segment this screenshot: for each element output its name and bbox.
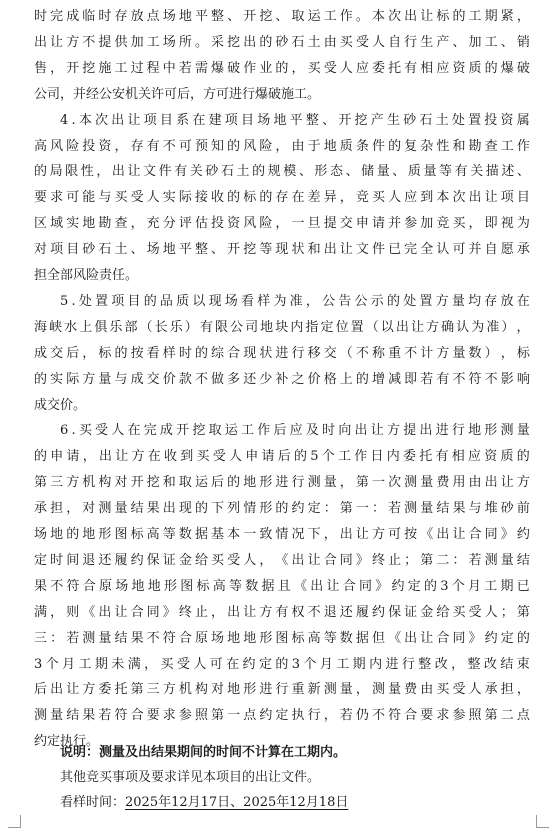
paragraph-line: 高 风 险 投 资 ， 存 有 不 可 预 知 的 风 险 ， 由 于 地 质 条 件 的 复 杂 性 和 勘 查 工 作	[34, 138, 530, 154]
paragraph-line: 定 时 间 退 还 履 约 保 证 金 给 买 受 人 ， 《 出 让 合 同 》 终 止 ； 第 二 ： 若 测 量 结	[34, 552, 530, 568]
paragraph-line: 成 交 后 ， 标 的 按 看 样 时 的 综 合 现 状 进 行 移 交 （ 不 称 重 不 计 方 量 数 ） ， 标	[34, 345, 530, 361]
paragraph-line: 测 量 结 果 若 符 合 要 求 参 照 第 一 点 约 定 执 行 ， 若 仍 不 符 合 要 求 参 照 第 二 点	[34, 708, 530, 724]
paragraph-line: 时 完 成 临 时 存 放 点 场 地 平 整 、 开 挖 、 取 运 工 作 。 本 次 出 让 标 的 工 期 紧 ，	[34, 9, 530, 24]
paragraph-line: 要 求 可 能 与 买 受 人 实 际 接 收 的 标 的 存 在 差 异 ， 竞 买 人 应 到 本 次 出 让 项 目	[34, 190, 530, 206]
other-text: 其他竞买事项及要求详见本项目的出让文件。	[60, 770, 321, 785]
paragraph-line: 的 实 际 方 量 与 成 交 价 款 不 做 多 还 少 补 之 价 格 上 的 增 减 即 若 有 不 符 不 影 响	[34, 371, 530, 387]
paragraph-line: 海 峡 水 上 俱 乐 部 （ 长 乐 ） 有 限 公 司 地 块 内 指 定 位 置 （ 以 出 让 方 确 认 为 准 ） ，	[34, 319, 530, 335]
paragraph-line: 3 个 月 工 期 未 满 ， 买 受 人 可 在 约 定 的 3 个 月 工 期 内 进 行 整 改 ， 整 改 结 束	[34, 656, 530, 672]
paragraph-line: 4 . 本 次 出 让 项 目 系 在 建 项 目 场 地 平 整 、 开 挖 产 生 砂 石 土 处 置 投 资 属	[60, 112, 530, 128]
paragraph-line: 三 ： 若 测 量 结 果 不 符 合 原 场 地 地 形 图 标 高 等 数 据 但 《 出 让 合 同 》 约 定 的	[34, 630, 530, 646]
viewing-line	[60, 792, 530, 814]
note-line	[60, 742, 530, 764]
paragraph-line: 承 担 ， 对 测 量 结 果 出 现 的 下 列 情 形 的 约 定 ： 第 一 ： 若 测 量 结 果 与 堆 砂 前	[34, 501, 530, 517]
paragraph-line: 后 出 让 方 委 托 第 三 方 机 构 对 地 形 进 行 重 新 测 量 ， 测 量 费 由 买 受 人 承 担 ，	[34, 682, 530, 698]
paragraph-line: 约定执行。	[34, 734, 100, 750]
paragraph-line: 5 . 处 置 项 目 的 品 质 以 现 场 看 样 为 准 ， 公 告 公 示 的 处 置 方 量 均 存 放 在	[60, 293, 530, 309]
paragraph-line: 第 三 方 机 构 对 开 挖 和 取 运 后 的 地 形 进 行 测 量 ， 第 一 次 测 量 费 用 由 出 让 方	[34, 475, 530, 491]
margin-corner-mark	[536, 815, 549, 828]
paragraph-line: 公司，并经公安机关许可后，方可进行爆破施工。	[34, 86, 321, 102]
paragraph-line: 担全部风险责任。	[34, 268, 139, 283]
paragraph-line: 场 地 的 地 形 图 标 高 等 数 据 基 本 一 致 情 况 下 ， 出 让 方 可 按 《 出 让 合 同 》 约	[34, 527, 530, 542]
paragraph-line: 果 不 符 合 原 场 地 地 形 图 标 高 等 数 据 且 《 出 让 合 同 》 约 定 的 3 个 月 工 期 已	[34, 578, 530, 594]
paragraph-line: 的 局 限 性 ， 出 让 文 件 有 关 砂 石 土 的 规 模 、 形 态 、 储 量 、 质 量 等 有 关 描 述 、	[34, 164, 530, 180]
paragraph-line: 售 ， 开 挖 施 工 过 程 中 若 需 爆 破 作 业 的 ， 买 受 人 应 委 托 有 相 应 资 质 的 爆 破	[34, 60, 530, 76]
paragraph-line: 的 申 请 ， 出 让 方 在 收 到 买 受 人 申 请 后 的 5 个 工 作 日 内 委 托 有 相 应 资 质 的	[34, 449, 530, 465]
paragraph-line: 对 项 目 砂 石 土 、 场 地 平 整 、 开 挖 等 现 状 和 出 让 文 件 已 完 全 认 可 并 自 愿 承	[34, 242, 530, 258]
paragraph-line: 6 . 买 受 人 在 完 成 开 挖 取 运 工 作 后 应 及 时 向 出 让 方 提 出 进 行 地 形 测 量	[60, 423, 530, 439]
paragraph-line: 满 ， 则 《 出 让 合 同 》 终 止 ， 出 让 方 有 权 不 退 还 履 约 保 证 金 给 买 受 人 ； 第	[34, 604, 530, 620]
margin-corner-mark	[8, 815, 21, 828]
note-text: 说明：测量及出结果期间的时间不计算在工期内。	[60, 745, 347, 760]
viewing-label: 看样时间：	[60, 795, 126, 810]
viewing-dates: 2025年12月17日、2025年12月18日	[125, 795, 349, 810]
paragraph-line: 成交价。	[34, 397, 87, 413]
other-line	[60, 767, 530, 789]
paragraph-line: 区 域 实 地 勘 查 ， 充 分 评 估 投 资 风 险 ， 一 旦 提 交 申 请 并 参 加 竞 买 ， 即 视 为	[34, 216, 530, 232]
paragraph-line: 出 让 方 不 提 供 加 工 场 所 。 采 挖 出 的 砂 石 土 由 买 受 人 自 行 生 产 、 加 工 、 销	[34, 34, 530, 50]
